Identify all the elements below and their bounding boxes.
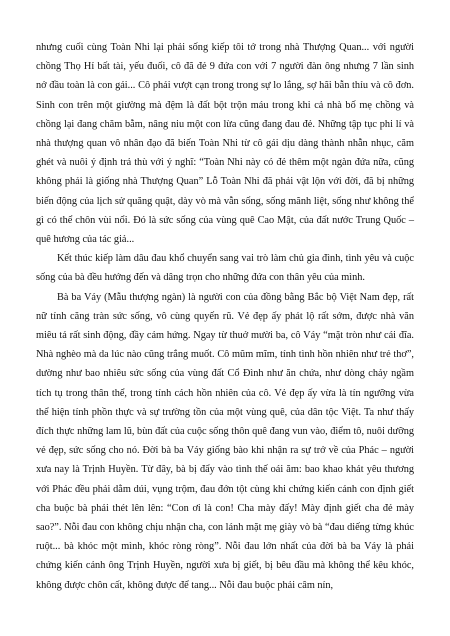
document-page xyxy=(36,38,414,595)
paragraph-1: nhưng cuối cùng Toàn Nhi lại phải sống kiếp tôi tớ trong nhà Thượng Quan... với người chồng Thọ Hỉ bất tài, yếu đuối, cô đã đẻ 9 đứa con với 7 người đàn ông nhưng 7 lần sinh nở đầu toàn là con gái... Cô phải vượt cạn trong trong sự lo lắng, sợ hãi bẫn thỉu và cô đơn. Sinh con trên một giường mà đệm là đất bột trộn máu trong khi cả nhà bố mẹ chồng và chồng lại đang chăm bẵm, nâng niu một con lừa cũng đang đau đẻ. Những tập tục phi lí và nhà thượng quan vô nhân đạo đã biến Toàn Nhi từ cô gái dịu dàng thành nhẫn nhục, căm ghét và nuôi ý định trả thù với ý nghĩ: “Toàn Nhi này có đẻ thêm một ngàn đứa nữa, cũng không phải là giống nhà Thượng Quan” Lỗ Toàn Nhi đã phải vật lộn với đời, đã bị những biến động của lịch sử quăng quật, dày vò mà vẫn sống, sống mãnh liệt, sống như không thể gì có thể chôn vùi nổi. Đó là sức sống của vùng quê Cao Mật, của đất nước Trung Quốc – quê hương của tác giả... xyxy=(36,42,414,246)
paragraph-2: Kết thúc kiếp làm dâu đau khổ chuyển sang vai trò làm chủ gia đình, tình yêu và cuộc sống của bà đều hướng đến và dâng trọn cho những đứa con thân yêu của mình. xyxy=(36,253,414,284)
paragraph-3: Bà ba Váy (Mẫu thượng ngàn) là người con của đồng bằng Bắc bộ Việt Nam đẹp, rất nữ tính căng tràn sức sống, vô cùng quyến rũ. Vẻ đẹp ấy phát lộ rất sớm, được nhà văn miêu tả rất sinh động, đầy cảm hứng. Ngay từ thuở mười ba, cô Váy “mặt tròn như cái đĩa. Nhà nghèo mà da lúc nào cũng trắng muốt. Cô mũm mĩm, tính tình hồn nhiên như trẻ thơ”, dường như bao nhiêu sức sống của vùng đất Cổ Đình như ăn chứa, như dòng chảy ngầm tích tụ trong thân thể, trong tính cách hồn nhiên của cô. Vẻ đẹp ấy vừa là tín ngưỡng vừa thể hiện tính phồn thực và sự trường tồn của một vùng quê, của dân tộc Việt. Ta như thấy đích thực những lam lũ, bùn đất của cuộc sống thôn quê đang vun vào, điểm tô, nuôi dưỡng vẻ đẹp, sức sống cho nó. Đời bà ba Váy giống bào khi nhận ra sự trở về của Phác – người xưa nay là Trịnh Huyền. Từ đây, bà bị đẩy vào tình thế oái ăm: bao khao khát yêu thương với Phác đều phải dằm dúi, vụng trộm, đau đớn tột cùng khi chứng kiến cảnh con định giết cha buộc bà phải thét lên lên: “Con ơi là con! Cha mày đấy! Mày định giết cha đẻ mày sao?”. Nỗi đau con không chịu nhận cha, con lánh mặt mẹ giày vò bà “đau diếng từng khúc ruột... bà khóc một mình, khóc ròng ròng”. Nỗi đau lớn nhất của đời bà ba Váy là phải chứng kiến cảnh ông Trịnh Huyền, người xưa bị giết, bị bêu đầu mà không thể kêu khóc, không được chôn cất, không được để tang... Nỗi đau buộc phải câm nín, xyxy=(36,291,414,591)
